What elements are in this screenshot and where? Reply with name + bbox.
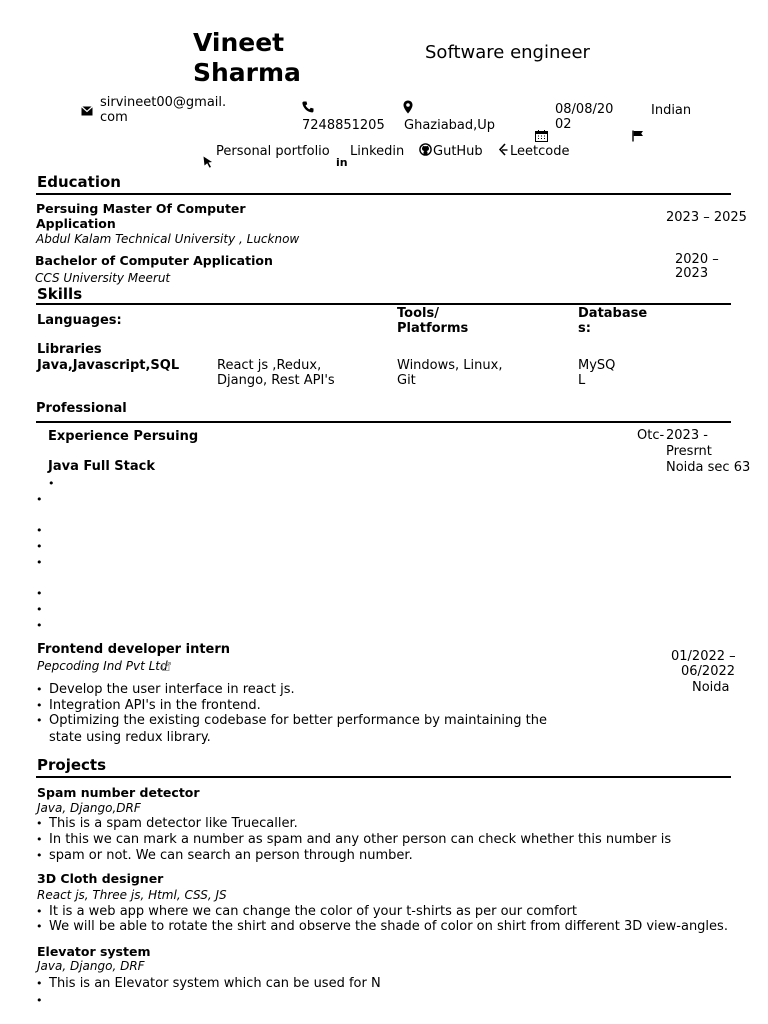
section-title-projects: Projects <box>37 756 107 774</box>
skills-languages-value: Java,Javascript,SQL <box>37 358 180 373</box>
location-text: Ghaziabad,Up <box>404 118 496 133</box>
section-divider <box>36 193 731 195</box>
calendar-icon <box>535 130 548 142</box>
project-2-name[interactable]: 3D Cloth designer <box>37 871 164 886</box>
section-title-professional: Professional <box>36 401 127 416</box>
project-3-bullet: • This is an Elevator system which can be used for N <box>49 976 381 992</box>
skills-tools-line1: Windows, Linux, <box>397 358 503 373</box>
edu-dates-1: 2023 – 2025 <box>666 210 747 225</box>
edu-degree-1-line2: Application <box>36 216 116 231</box>
project-1-bullet: • In this we can mark a number as spam and any other person can check whether this number is <box>49 832 671 848</box>
leetcode-icon <box>498 143 509 157</box>
exp2-bullet: • Integration API's in the frontend. <box>49 698 261 714</box>
exp1-dates-b: 2023 - <box>666 428 708 443</box>
nationality: Indian <box>651 103 692 118</box>
list-bullet: • <box>36 493 43 506</box>
exp1-location: Noida sec 63 <box>666 460 751 475</box>
project-1-bullet: • This is a spam detector like Truecaller. <box>49 816 298 832</box>
project-1-bullet: • spam or not. We can search an person through number. <box>49 848 413 864</box>
skills-db-line1: MySQ <box>578 358 616 373</box>
name-first: Vineet <box>193 28 285 57</box>
skills-libraries-label: Libraries <box>37 342 102 357</box>
list-bullet: • <box>36 587 43 600</box>
leetcode-link[interactable]: Leetcode <box>510 144 570 159</box>
section-divider <box>36 776 731 778</box>
list-bullet: • <box>36 556 43 569</box>
skills-tools-label-line1: Tools/ <box>397 306 439 321</box>
list-bullet: • <box>36 619 43 632</box>
skills-tools-line2: Git <box>397 373 416 388</box>
project-1-name[interactable]: Spam number detector <box>37 785 200 800</box>
edu-degree-2: Bachelor of Computer Application <box>35 253 273 268</box>
exp2-title: Frontend developer intern <box>37 642 231 657</box>
project-3-name[interactable]: Elevator system <box>37 944 151 959</box>
section-divider <box>36 303 731 305</box>
project-2-bullet: • It is a web app where we can change the color of your t-shirts as per our comfort <box>49 904 577 920</box>
job-title: Software engineer <box>425 42 590 63</box>
section-divider <box>36 421 731 423</box>
skills-db-label-line2: s: <box>578 321 591 336</box>
phone-icon <box>302 101 314 113</box>
flag-icon <box>632 130 644 142</box>
email-line1[interactable]: sirvineet00@gmail. <box>100 95 227 110</box>
exp2-location: Noida <box>692 680 730 695</box>
edu-dates-2-line1: 2020 – <box>675 252 719 267</box>
project-2-bullet: • We will be able to rotate the shirt and observe the shade of color on shirt from different 3D view-angles. <box>49 919 728 935</box>
project-1-tech: Java, Django,DRF <box>37 801 141 815</box>
dob-line1: 08/08/20 <box>555 102 614 117</box>
exp2-bullet-continuation: state using redux library. <box>49 730 211 745</box>
external-link-icon[interactable] <box>162 662 171 671</box>
envelope-icon <box>81 106 93 116</box>
exp2-bullet: • Optimizing the existing codebase for better performance by maintaining the <box>49 713 547 729</box>
skills-libraries-line2: Django, Rest API's <box>217 373 335 388</box>
exp2-company: Pepcoding Ind Pvt Ltd <box>37 659 168 673</box>
exp1-dates-a: Otc- <box>637 428 665 443</box>
exp1-role: Java Full Stack <box>48 459 156 474</box>
list-bullet: • <box>36 603 43 616</box>
linkedin-icon: in <box>336 156 348 169</box>
list-bullet: • <box>48 477 55 490</box>
exp2-dates-line2: 06/2022 <box>681 664 736 679</box>
skills-tools-label-line2: Platforms <box>397 321 469 336</box>
github-icon <box>419 143 432 156</box>
edu-school-1: Abdul Kalam Technical University , Lucknow <box>36 232 300 246</box>
section-title-education: Education <box>37 173 121 191</box>
skills-db-line2: L <box>578 373 586 388</box>
skills-libraries-line1: React js ,Redux, <box>217 358 322 373</box>
edu-dates-2-line2: 2023 <box>675 266 709 281</box>
email-line2[interactable]: com <box>100 110 128 125</box>
dob-line2: 02 <box>555 117 572 132</box>
list-bullet: • <box>36 524 43 537</box>
github-link[interactable]: GutHub <box>433 144 483 159</box>
project-2-tech: React js, Three js, Html, CSS, JS <box>37 888 227 902</box>
linkedin-link[interactable]: Linkedin <box>350 144 405 159</box>
section-title-skills: Skills <box>37 285 83 303</box>
list-bullet: • <box>36 540 43 553</box>
cursor-icon <box>203 156 213 168</box>
edu-degree-1-line1: Persuing Master Of Computer <box>36 201 246 216</box>
portfolio-link[interactable]: Personal portfolio <box>216 144 330 159</box>
exp1-title: Experience Persuing <box>48 429 199 444</box>
location-pin-icon <box>403 100 413 114</box>
skills-languages-label: Languages: <box>37 313 122 328</box>
exp2-dates-line1: 01/2022 – <box>671 649 736 664</box>
exp2-bullet: • Develop the user interface in react js. <box>49 682 295 698</box>
skills-db-label-line1: Database <box>578 306 648 321</box>
list-bullet: • <box>36 994 43 1007</box>
phone-number[interactable]: 7248851205 <box>302 118 385 133</box>
project-3-tech: Java, Django, DRF <box>37 959 145 973</box>
edu-school-2: CCS University Meerut <box>35 271 171 285</box>
exp1-dates-line2: Presrnt <box>666 444 712 459</box>
name-last: Sharma <box>193 58 301 87</box>
